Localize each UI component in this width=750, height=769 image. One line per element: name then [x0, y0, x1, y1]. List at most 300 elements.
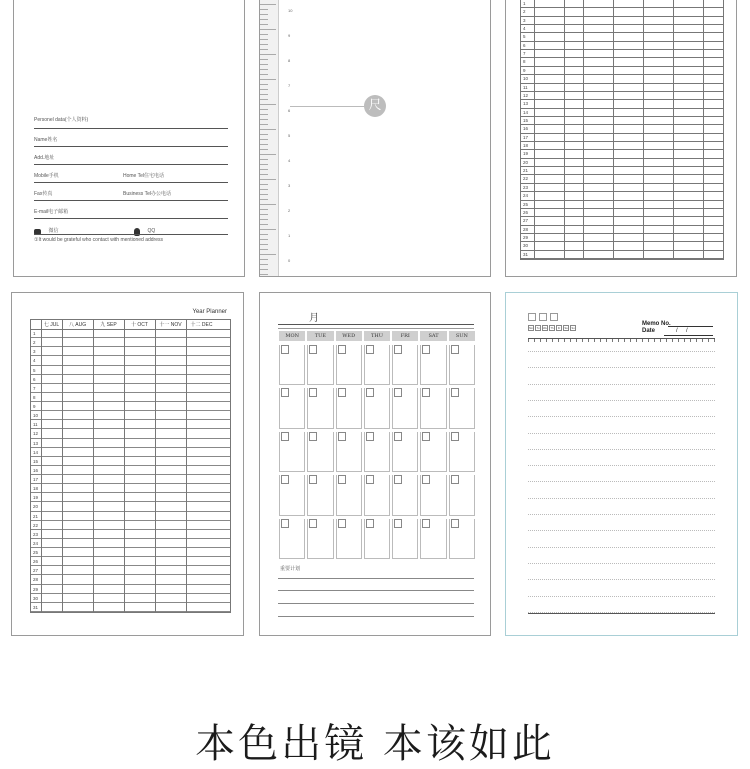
planner-row	[521, 42, 723, 50]
year-month-label: 九 SEP	[100, 322, 117, 328]
memo-rule-tick	[552, 339, 553, 342]
memo-rule-tick	[558, 339, 559, 342]
calendar-date-box	[451, 432, 459, 441]
planner-row	[521, 17, 723, 25]
month-label: 月	[309, 313, 319, 324]
calendar-date-box	[394, 345, 402, 354]
year-row	[31, 575, 230, 584]
calendar-date-box	[422, 432, 430, 441]
planner-row	[521, 184, 723, 192]
calendar-date-box	[422, 475, 430, 484]
month-divider-2	[278, 328, 474, 329]
personal-field-row	[34, 147, 228, 165]
memo-line	[528, 579, 715, 580]
personal-field-label: Add.地址	[34, 155, 55, 161]
calendar-day-cell	[420, 519, 446, 559]
calendar-day-cell	[336, 475, 362, 515]
ruler-number: 10	[288, 8, 293, 13]
calendar-date-box	[281, 475, 289, 484]
calendar-date-box	[309, 345, 317, 354]
planner-column-line	[673, 0, 674, 259]
memo-rule-tick	[570, 339, 571, 342]
ruler-number: 8	[288, 58, 291, 63]
ruler-strip	[260, 0, 279, 277]
planner-day-number: 31	[523, 251, 529, 257]
year-day-number: 14	[33, 449, 39, 455]
year-row	[31, 375, 230, 384]
year-day-number: 27	[33, 568, 39, 574]
calendar-date-box	[394, 519, 402, 528]
memo-top-rule	[528, 338, 715, 342]
personal-field-row	[34, 165, 228, 183]
memo-rule-tick	[648, 339, 649, 342]
calendar-day-cell	[392, 519, 418, 559]
ruler-tick	[260, 229, 276, 230]
year-day-number: 26	[33, 559, 39, 565]
personal-field-label: Mobile手机	[34, 173, 59, 179]
calendar-day-cell	[449, 345, 475, 385]
year-row	[31, 329, 230, 338]
planner-day-number: 19	[523, 151, 529, 157]
calendar-date-box	[366, 388, 374, 397]
ruler-tick	[260, 154, 276, 155]
calendar-date-box	[366, 519, 374, 528]
calendar-day-cell	[392, 475, 418, 515]
planner-row	[521, 142, 723, 150]
calendar-date-box	[309, 388, 317, 397]
memo-line	[528, 400, 715, 401]
calendar-day-cell	[449, 388, 475, 428]
memo-weekday-box: Mo	[529, 327, 533, 330]
calendar-date-box	[309, 475, 317, 484]
calendar-day-cell	[279, 519, 305, 559]
planner-row	[521, 67, 723, 75]
year-day-number: 6	[33, 376, 36, 382]
planner-day-number: 24	[523, 193, 529, 199]
ruler-tick	[260, 104, 276, 105]
year-grid	[30, 319, 231, 613]
memo-weekday-box: Th	[550, 327, 554, 330]
ruler-tick	[260, 114, 268, 115]
ruler-tick	[260, 84, 268, 85]
calendar-day-cell	[336, 519, 362, 559]
ruler-tick	[260, 64, 268, 65]
calendar-date-box	[338, 519, 346, 528]
year-day-number: 10	[33, 413, 39, 419]
month-divider	[278, 324, 474, 325]
important-plan-label: 重要计划	[280, 566, 301, 572]
memo-line	[528, 384, 715, 385]
memo-line	[528, 351, 715, 352]
ruler-tick	[260, 129, 276, 130]
calendar-day-cell	[420, 432, 446, 472]
memo-bottom-rule	[528, 613, 715, 614]
planner-column-line	[643, 0, 644, 259]
calendar-date-box	[394, 388, 402, 397]
year-day-number: 19	[33, 495, 39, 501]
calendar-date-box	[281, 345, 289, 354]
personal-data-header: Personel data(个人资料)	[34, 117, 89, 123]
calendar-date-box	[451, 519, 459, 528]
weekday-label: SAT	[420, 331, 446, 341]
personal-field-label: E-mail电子邮箱	[34, 209, 69, 215]
planner-row	[521, 8, 723, 16]
ruler-number: 5	[288, 133, 291, 138]
year-planner-page	[11, 292, 244, 636]
calendar-day-cell	[307, 475, 333, 515]
memo-corner-icon	[539, 313, 547, 321]
planner-day-number: 18	[523, 143, 529, 149]
ruler-tick	[260, 54, 276, 55]
memo-rule-tick	[630, 339, 631, 342]
ruler-number: 3	[288, 183, 291, 188]
planner-row	[521, 117, 723, 125]
ruler-tick	[260, 249, 268, 250]
planner-row	[521, 0, 723, 8]
calendar-date-box	[451, 388, 459, 397]
planner-day-number: 14	[523, 109, 529, 115]
ruler-tick	[260, 204, 276, 205]
calendar-date-box	[281, 519, 289, 528]
year-row	[31, 466, 230, 475]
planner-day-number: 26	[523, 209, 529, 215]
year-row	[31, 347, 230, 356]
year-day-number: 17	[33, 477, 39, 483]
ruler-tick	[260, 244, 268, 245]
year-row	[31, 338, 230, 347]
personal-field-label-secondary: Business Tel办公电话	[123, 191, 171, 197]
ruler-tick	[260, 214, 268, 215]
ruler-tick	[260, 164, 268, 165]
year-day-number: 24	[33, 540, 39, 546]
plan-line	[278, 616, 474, 617]
memo-rule-tick	[594, 339, 595, 342]
plan-line	[278, 578, 474, 579]
ruler-tick	[260, 199, 268, 200]
calendar-date-box	[338, 475, 346, 484]
calendar-day-cell	[307, 432, 333, 472]
year-day-number: 15	[33, 458, 39, 464]
ruler-tick	[260, 124, 268, 125]
planner-day-number: 15	[523, 117, 529, 123]
planner-day-number: 28	[523, 226, 529, 232]
ruler-number: 4	[288, 158, 291, 163]
year-row	[31, 457, 230, 466]
planner-day-number: 27	[523, 218, 529, 224]
year-row	[31, 475, 230, 484]
year-row	[31, 429, 230, 438]
personal-field-row	[34, 129, 228, 147]
memo-rule-tick	[654, 339, 655, 342]
daily-grid	[520, 0, 724, 260]
calendar-day-cell	[392, 388, 418, 428]
ruler-tick	[260, 14, 268, 15]
year-row	[31, 420, 230, 429]
year-day-number: 22	[33, 522, 39, 528]
ruler-tick	[260, 224, 268, 225]
calendar-day-cell	[392, 345, 418, 385]
memo-rule-tick	[546, 339, 547, 342]
year-day-number: 12	[33, 431, 39, 437]
year-column-line	[186, 320, 187, 612]
weekday-label: TUE	[307, 331, 333, 341]
ruler-tick	[260, 89, 268, 90]
memo-date-line	[664, 335, 713, 336]
planner-row	[521, 159, 723, 167]
ruler-tick	[260, 259, 268, 260]
ruler-tick	[260, 174, 268, 175]
year-row	[31, 448, 230, 457]
planner-row	[521, 167, 723, 175]
ruler-tick	[260, 4, 276, 5]
year-month-label: 十二 DEC	[190, 322, 213, 328]
ruler-tick	[260, 24, 268, 25]
planner-day-number: 22	[523, 176, 529, 182]
ruler-tick	[260, 194, 268, 195]
planner-column-line	[564, 0, 565, 259]
planner-row	[521, 33, 723, 41]
weekday-header	[278, 331, 476, 341]
memo-line	[528, 416, 715, 417]
memo-rule-tick	[678, 339, 679, 342]
memo-weekday-box: Sa	[564, 327, 568, 330]
memo-rule-tick	[564, 339, 565, 342]
year-row	[31, 539, 230, 548]
memo-rule-tick	[672, 339, 673, 342]
memo-rule-tick	[606, 339, 607, 342]
calendar-date-box	[394, 475, 402, 484]
calendar-day-cell	[336, 388, 362, 428]
calendar-date-box	[338, 388, 346, 397]
planner-day-number: 23	[523, 184, 529, 190]
memo-rule-tick	[600, 339, 601, 342]
ruler-tick	[260, 109, 268, 110]
ruler-tick	[260, 149, 268, 150]
year-row	[31, 594, 230, 603]
ruler-tick	[260, 119, 268, 120]
weekday-label: THU	[364, 331, 390, 341]
year-row	[31, 502, 230, 511]
ruler-badge: 尺	[364, 95, 386, 117]
planner-column-line	[703, 0, 704, 259]
planner-row	[521, 100, 723, 108]
ruler-number: 6	[288, 108, 291, 113]
year-row	[31, 521, 230, 530]
memo-line	[528, 563, 715, 564]
ruler-tick	[260, 79, 276, 80]
ruler-tick	[260, 34, 268, 35]
year-day-number: 30	[33, 595, 39, 601]
year-day-number: 29	[33, 586, 39, 592]
year-day-number: 18	[33, 486, 39, 492]
planner-row	[521, 217, 723, 225]
year-row	[31, 366, 230, 375]
ruler-tick	[260, 144, 268, 145]
calendar-day-cell	[420, 388, 446, 428]
memo-line	[528, 514, 715, 515]
ruler-page	[259, 0, 491, 277]
ruler-tick	[260, 254, 276, 255]
memo-rule-tick	[636, 339, 637, 342]
year-day-number: 4	[33, 358, 36, 364]
planner-row	[521, 150, 723, 158]
memo-number-label: Memo No.	[642, 321, 671, 327]
memo-date-label: Date	[642, 328, 656, 334]
planner-row	[521, 209, 723, 217]
planner-day-number: 16	[523, 126, 529, 132]
personal-data-page	[13, 0, 245, 277]
memo-page	[505, 292, 738, 636]
planner-day-number: 1	[523, 1, 526, 6]
year-month-label: 七 JUL	[43, 322, 60, 328]
ruler-tick	[260, 49, 268, 50]
personal-field-label: Name姓名	[34, 137, 58, 143]
calendar-day-cell	[307, 388, 333, 428]
calendar-date-box	[309, 519, 317, 528]
calendar-date-box	[309, 432, 317, 441]
planner-day-number: 5	[523, 34, 526, 40]
calendar-date-box	[366, 475, 374, 484]
calendar-date-box	[451, 475, 459, 484]
year-month-label: 十一 NOV	[159, 322, 182, 328]
personal-field-label: Fax传真	[34, 191, 53, 197]
year-column-line	[155, 320, 156, 612]
year-day-number: 11	[33, 422, 38, 428]
calendar-day-cell	[449, 475, 475, 515]
year-day-number: 16	[33, 467, 39, 473]
year-day-number: 7	[33, 385, 36, 391]
personal-field-label-secondary: Home Tel住宅电话	[123, 173, 165, 179]
year-row	[31, 356, 230, 365]
ruler-tick	[260, 184, 268, 185]
planner-day-number: 6	[523, 42, 526, 48]
planner-day-number: 17	[523, 134, 529, 140]
ruler-tick	[260, 99, 268, 100]
calendar-grid	[278, 344, 476, 561]
year-row	[31, 512, 230, 521]
memo-rule-tick	[690, 339, 691, 342]
ruler-tick	[260, 209, 268, 210]
planner-row	[521, 201, 723, 209]
planner-day-number: 3	[523, 17, 526, 23]
planner-column-line	[583, 0, 584, 259]
planner-day-number: 11	[523, 84, 528, 90]
qq-label: QQ	[147, 228, 156, 235]
memo-rule-tick	[528, 339, 529, 342]
planner-row	[521, 92, 723, 100]
year-day-number: 13	[33, 440, 39, 446]
memo-rule-tick	[714, 339, 715, 342]
calendar-day-cell	[364, 432, 390, 472]
memo-rule-tick	[612, 339, 613, 342]
year-row	[31, 384, 230, 393]
calendar-date-box	[281, 388, 289, 397]
calendar-date-box	[451, 345, 459, 354]
planner-row	[521, 134, 723, 142]
year-month-label: 八 AUG	[68, 322, 87, 328]
memo-line	[528, 596, 715, 597]
calendar-day-cell	[336, 432, 362, 472]
plan-line	[278, 590, 474, 591]
memo-line	[528, 530, 715, 531]
ruler-tick	[260, 179, 276, 180]
year-day-number: 1	[33, 331, 36, 336]
planner-row	[521, 58, 723, 66]
memo-line	[528, 481, 715, 482]
year-row	[31, 493, 230, 502]
memo-line	[528, 433, 715, 434]
personal-field-row	[34, 201, 228, 219]
year-month-label: 十 OCT	[131, 322, 148, 328]
ruler-tick	[260, 69, 268, 70]
slogan-text: 本色出镜 本该如此	[195, 721, 555, 767]
year-row	[31, 557, 230, 566]
ruler-tick	[260, 189, 268, 190]
calendar-day-cell	[449, 432, 475, 472]
memo-weekday-box: Tu	[536, 327, 540, 330]
memo-number-line	[668, 326, 713, 327]
memo-rule-tick	[618, 339, 619, 342]
year-row	[31, 439, 230, 448]
memo-rule-tick	[624, 339, 625, 342]
calendar-date-box	[422, 519, 430, 528]
plan-line	[278, 603, 474, 604]
memo-rule-tick	[534, 339, 535, 342]
ruler-tick	[260, 159, 268, 160]
calendar-day-cell	[364, 475, 390, 515]
year-day-number: 21	[33, 513, 39, 519]
planner-row	[521, 125, 723, 133]
planner-row	[521, 50, 723, 58]
planner-day-number: 13	[523, 101, 529, 107]
wechat-label: 微信	[48, 228, 59, 235]
planner-row	[521, 234, 723, 242]
memo-rule-tick	[588, 339, 589, 342]
planner-day-number: 4	[523, 26, 526, 32]
ruler-tick	[260, 274, 268, 275]
planner-row	[521, 251, 723, 259]
memo-corner-icon	[550, 313, 558, 321]
ruler-tick	[260, 234, 268, 235]
ruler-tick	[260, 139, 268, 140]
year-day-number: 8	[33, 394, 36, 400]
planner-day-number: 7	[523, 51, 526, 57]
year-day-number: 25	[33, 550, 39, 556]
planner-row	[521, 75, 723, 83]
memo-rule-tick	[684, 339, 685, 342]
calendar-day-cell	[420, 345, 446, 385]
calendar-day-cell	[307, 345, 333, 385]
year-day-number: 2	[33, 340, 36, 346]
monthly-calendar-page	[259, 292, 491, 636]
planner-row	[521, 25, 723, 33]
ruler-tick	[260, 134, 268, 135]
calendar-date-box	[366, 345, 374, 354]
calendar-day-cell	[307, 519, 333, 559]
planner-row	[521, 109, 723, 117]
year-day-number: 3	[33, 349, 36, 355]
planner-day-number: 8	[523, 59, 526, 65]
calendar-day-cell	[392, 432, 418, 472]
memo-weekday-box: Fr	[557, 327, 561, 330]
calendar-date-box	[422, 345, 430, 354]
year-column-line	[93, 320, 94, 612]
ruler-tick	[260, 44, 268, 45]
ruler-tick	[260, 264, 268, 265]
year-day-number: 20	[33, 504, 39, 510]
year-row	[31, 484, 230, 493]
ruler-number: 0	[288, 258, 291, 263]
